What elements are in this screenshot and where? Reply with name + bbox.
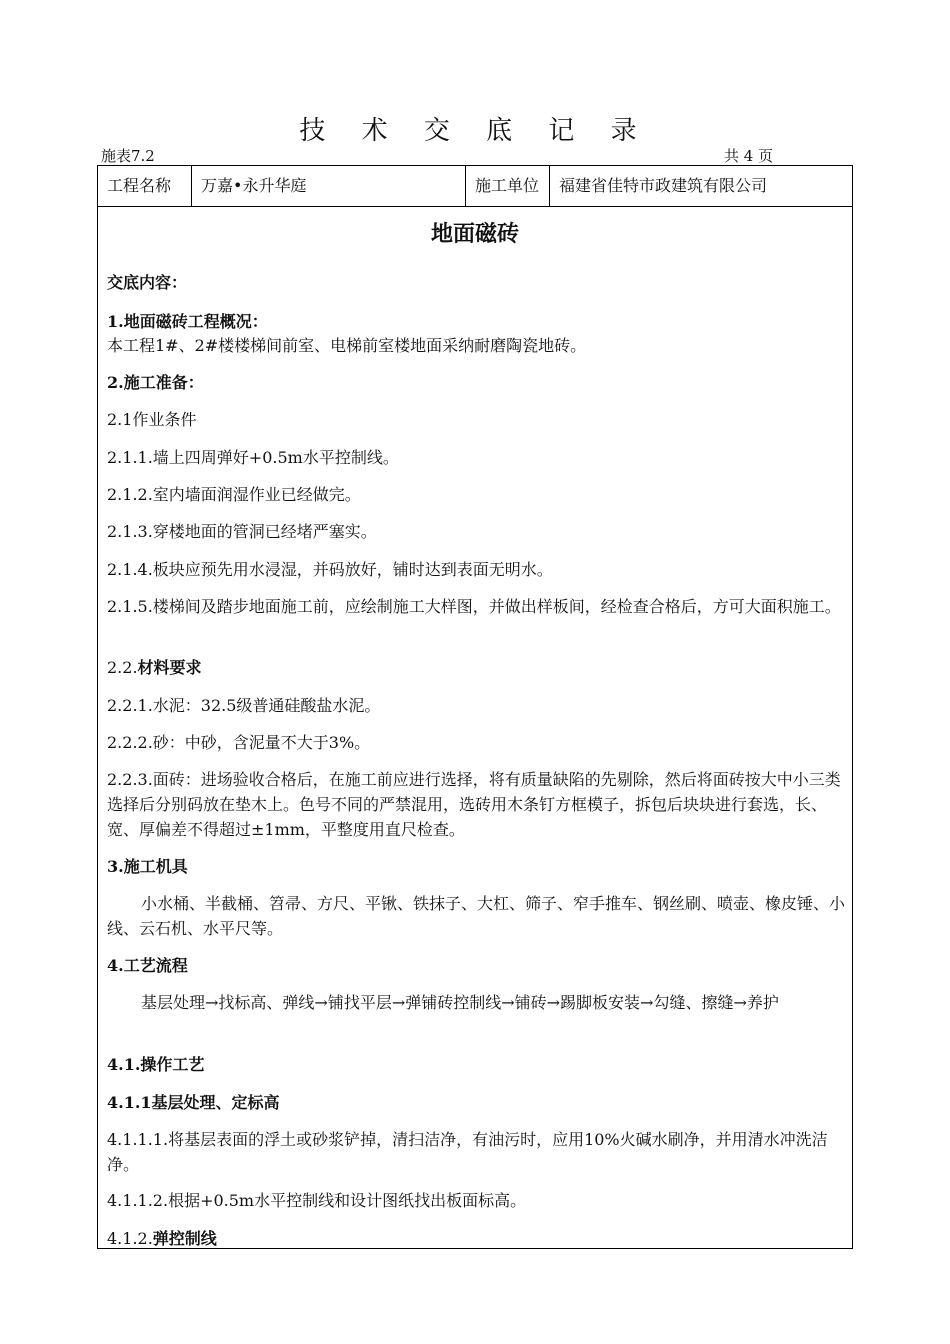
s2-1-heading: 2.1作业条件 [107, 410, 197, 429]
construction-unit-label: 施工单位 [466, 166, 550, 206]
s4-1-1-1: 4.1.1.1.将基层表面的浮土或砂浆铲掉，清扫洁净，有油污时，应用10%火碱水刷净，并用清水冲洗洁净。 [107, 1130, 828, 1174]
s4-1-1-heading: 4.1.1基层处理、定标高 [107, 1093, 280, 1112]
s2-2-1: 2.2.1.水泥：32.5级普通硅酸盐水泥。 [107, 696, 381, 715]
project-name-label: 工程名称 [98, 166, 192, 206]
s2-1-3: 2.1.3.穿楼地面的管洞已经堵严塞实。 [107, 522, 377, 541]
s2-1-4: 2.1.4.板块应预先用水浸湿，并码放好，铺时达到表面无明水。 [107, 560, 553, 579]
s3-heading: 3.施工机具 [107, 857, 188, 876]
s2-2-number: 2.2. [107, 658, 138, 677]
construction-unit-value: 福建省佳特市政建筑有限公司 [559, 176, 768, 195]
section-title: 地面磁砖 [430, 221, 519, 247]
s4-1-2-heading [107, 1226, 847, 1251]
s2-1-5: 2.1.5.楼梯间及踏步地面施工前，应绘制施工大样图，并做出样板间，经检查合格后，方可大面积施工。 [107, 597, 841, 616]
s2-1-1: 2.1.1.墙上四周弹好+0.5m水平控制线。 [107, 448, 399, 467]
s2-2-title: 材料要求 [137, 658, 202, 677]
document-title: 技 术 交 底 记 录 [299, 116, 651, 146]
s1-text: 本工程1#、2#楼楼梯间前室、电梯前室楼地面采纳耐磨陶瓷地砖。 [107, 336, 587, 355]
s2-2-heading [107, 655, 847, 680]
s4-1-1-2: 4.1.1.2.根据+0.5m水平控制线和设计图纸找出板面标高。 [107, 1191, 527, 1210]
page-count: 共 4 页 [724, 147, 774, 165]
s2-2-2: 2.2.2.砂：中砂，含泥量不大于3%。 [107, 733, 371, 752]
s4-heading: 4.工艺流程 [107, 956, 188, 975]
project-name-value: 万嘉•永升华庭 [192, 166, 466, 206]
s4-text: 基层处理→找标高、弹线→铺找平层→弹铺砖控制线→铺砖→踢脚板安装→勾缝、擦缝→养护 [141, 993, 779, 1012]
s2-heading: 2.施工准备： [107, 373, 204, 392]
form-number: 施表7.2 [101, 147, 155, 165]
s4-1-heading: 4.1.操作工艺 [107, 1055, 205, 1074]
s3-text: 小水桶、半截桶、笤帚、方尺、平锹、铁抹子、大杠、筛子、窄手推车、钢丝刷、喷壶、橡皮锤、小线、云石机、水平尺等。 [107, 894, 846, 938]
header-row [98, 166, 852, 207]
s4-1-2-number: 4.1.2. [107, 1229, 153, 1248]
record-table [97, 165, 853, 1249]
s2-1-2: 2.1.2.室内墙面润湿作业已经做完。 [107, 485, 361, 504]
intro-heading: 交底内容： [107, 273, 188, 292]
s2-2-3: 2.2.3.面砖：进场验收合格后，在施工前应进行选择，将有质量缺陷的先剔除，然后将面砖按大中小三类选择后分别码放在垫木上。色号不同的严禁混用，选砖用木条钉方框模子，拆包后块块进行套选，长、宽、厚偏差不得超过±1mm，平整度用直尺检查。 [107, 770, 841, 839]
s1-heading: 1.地面磁砖工程概况： [107, 312, 268, 331]
s4-1-2-title: 弹控制线 [152, 1229, 217, 1248]
